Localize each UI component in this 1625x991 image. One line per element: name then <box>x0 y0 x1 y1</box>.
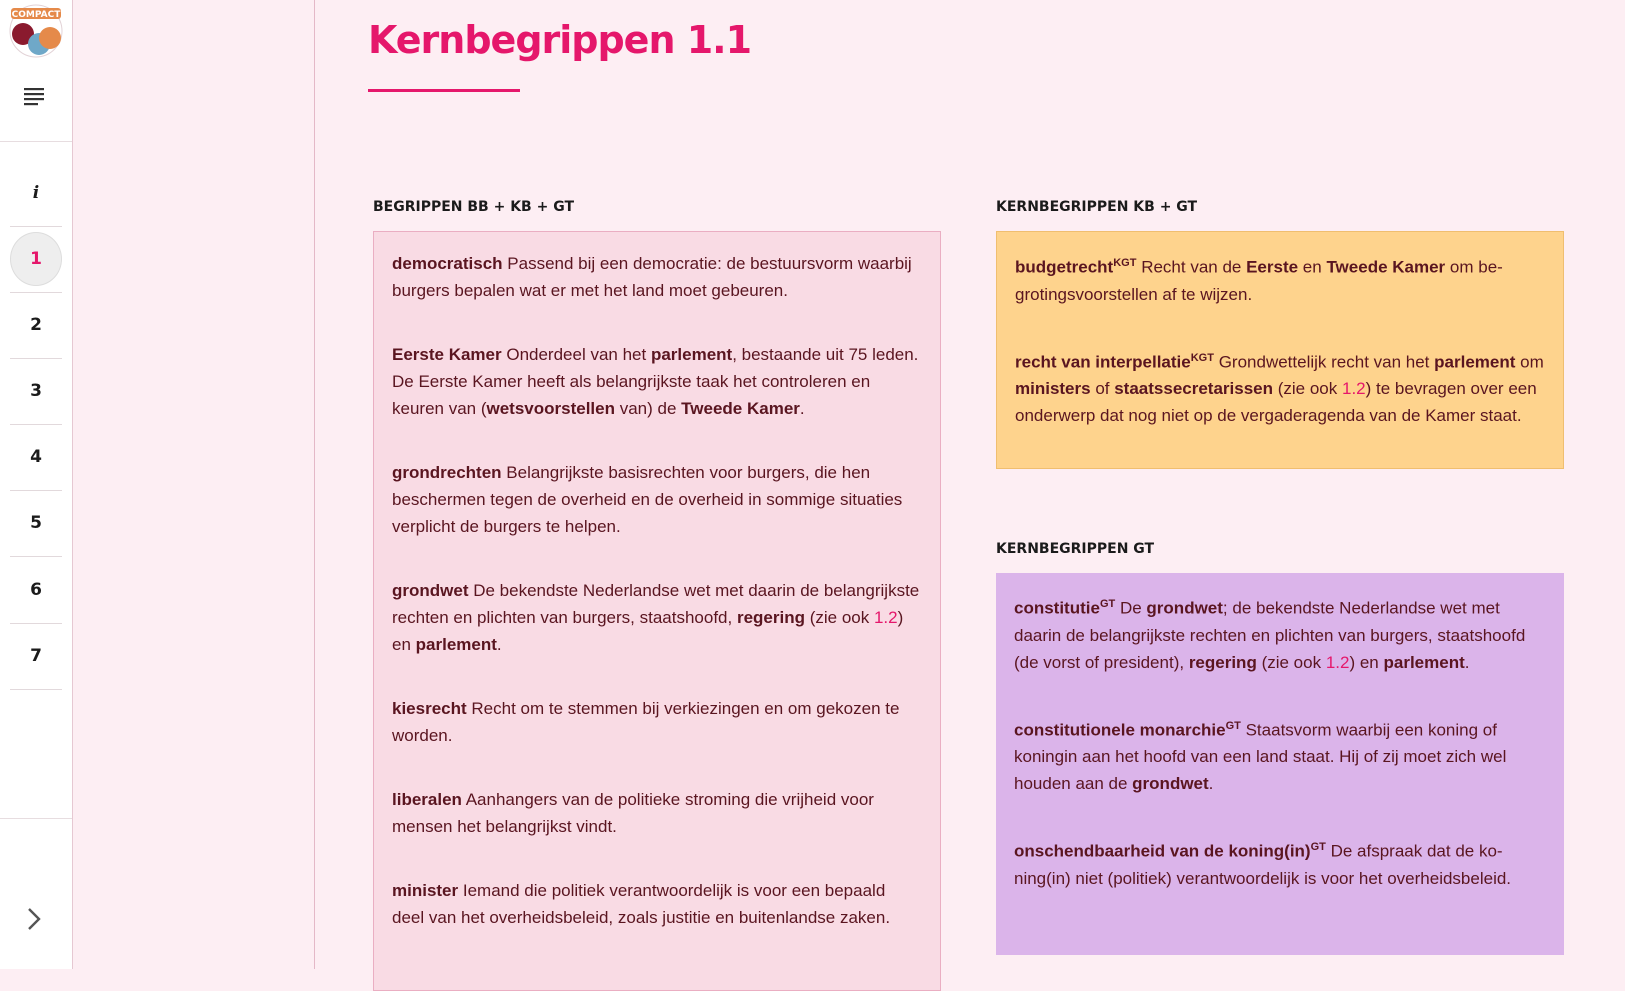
level-badge: KGT <box>1190 351 1214 364</box>
section-heading-kb: KERNBEGRIPPEN KB + GT <box>996 199 1198 215</box>
glossary-term: democratisch <box>392 254 503 273</box>
bold-term: Tweede Kamer <box>1326 257 1446 277</box>
glossary-term: Eerste Kamer <box>392 345 502 364</box>
compact-logo[interactable] <box>9 4 63 58</box>
rail-item-6[interactable] <box>10 557 62 624</box>
definition-text: (zie ook <box>1256 652 1326 672</box>
info-icon: i <box>32 183 40 203</box>
bold-term: regering <box>736 608 805 627</box>
glossary-term: recht van interpellatie <box>1015 352 1191 372</box>
definition-text: en <box>1298 257 1327 277</box>
definition-text: Passend bij een democratie: de bestuursvorm waarbij burgers bepalen wat er met het land moet gebeuren. <box>392 254 912 300</box>
glossary-term: grondrechten <box>392 463 502 482</box>
definition-text: De afspraak dat de koning(in) niet (politiek) verantwoordelijk is voor het overheidsbeleid. <box>1014 841 1512 888</box>
rail-item-4[interactable] <box>10 424 62 491</box>
definition-text: De bekendste Nederlandse wet met daarin de belangrijkste rechten en plichten van burgers, staatshoofd, <box>392 581 920 627</box>
bold-term: Tweede Kamer <box>681 399 800 418</box>
bold-term: wetsvoorstellen <box>486 399 615 418</box>
glossary-entry <box>392 250 922 304</box>
rail-item-label: 1 <box>10 232 62 286</box>
glossary-term: grondwet <box>392 581 469 600</box>
rail-item-label: 7 <box>30 646 42 666</box>
glossary-entry <box>392 577 922 658</box>
definition-text: Aanhangers van de politieke stroming die vrijheid voor mensen het belangrijkst vindt. <box>392 790 874 836</box>
bold-term: grondwet <box>1146 598 1223 618</box>
glossary-entry <box>392 877 922 931</box>
glossary-entry <box>392 695 922 749</box>
section-heading-basic: BEGRIPPEN BB + KB + GT <box>373 199 575 215</box>
rail-divider <box>0 818 72 819</box>
glossary-entry <box>1014 834 1546 892</box>
definition-text: om begrotingsvoorstellen af te wijzen. <box>1015 257 1503 304</box>
menu-icon[interactable] <box>22 84 46 108</box>
glossary-term: kiesrecht <box>392 699 467 718</box>
rail-item-label: 4 <box>30 447 42 467</box>
glossary-entry <box>1015 345 1545 430</box>
section-heading-gt: KERNBEGRIPPEN GT <box>996 541 1155 557</box>
glossary-entry <box>392 341 922 422</box>
definition-text: , bestaande uit 75 leden. De Eerste Kamer heeft als belangrijkste taak het controleren en keuren van ( <box>392 345 919 418</box>
glossary-term: budgetrecht <box>1015 257 1114 277</box>
glossary-term: onschendbaarheid van de koning(in) <box>1014 841 1311 861</box>
reference-link[interactable]: 1.2 <box>1341 379 1366 399</box>
definition-text: Recht om te stemmen bij verkiezingen en om gekozen te worden. <box>392 699 900 745</box>
rail-item-2[interactable] <box>10 292 62 359</box>
definition-text: Onderdeel van het <box>501 345 651 364</box>
definition-text: . <box>1208 774 1214 794</box>
rail-item-7[interactable] <box>10 623 62 690</box>
rail-item-3[interactable] <box>10 358 62 425</box>
page-title: Kernbegrippen 1.1 <box>368 18 752 62</box>
definition-text: ; de bekendste Nederlandse wet met daarin de belangrijkste rechten en plichten van burgers, staatshoofd (de vorst of president), <box>1014 598 1526 672</box>
definition-text: van) de <box>615 399 682 418</box>
glossary-entry <box>1014 591 1546 676</box>
glossary-term: constitutionele monarchie <box>1014 720 1226 740</box>
definition-text: of <box>1090 379 1115 399</box>
definition-text: . <box>1464 652 1470 672</box>
glossary-term: liberalen <box>392 790 462 809</box>
rail-item-label: 2 <box>30 315 42 335</box>
rail-item-label: 6 <box>30 580 42 600</box>
rail-item-1[interactable] <box>10 226 62 293</box>
reference-link[interactable]: 1.2 <box>873 608 898 627</box>
reference-link[interactable]: 1.2 <box>1325 652 1350 672</box>
level-badge: GT <box>1225 719 1241 732</box>
column-divider <box>314 0 315 969</box>
definition-text: ) te bevragen over een onderwerp dat nog niet op de vergaderagenda van de Kamer staat. <box>1015 379 1537 426</box>
bold-term: parlement <box>1383 652 1465 672</box>
bold-term: parlement <box>1434 352 1516 372</box>
definition-text: . <box>496 635 502 654</box>
bold-term: parlement <box>650 345 733 364</box>
level-badge: GT <box>1310 841 1326 854</box>
definition-text: (zie ook <box>804 608 874 627</box>
definition-text: om <box>1515 352 1544 372</box>
glossary-entry <box>1014 713 1546 798</box>
glossary-entry <box>1015 250 1545 308</box>
glossary-box-gt <box>996 573 1564 955</box>
level-badge: KGT <box>1113 257 1137 269</box>
glossary-box-kb <box>996 231 1564 469</box>
chevron-right-icon[interactable] <box>22 905 46 933</box>
bold-term: regering <box>1188 652 1257 672</box>
definition-text: . <box>799 399 805 418</box>
rail-item-label: 5 <box>30 513 42 533</box>
side-rail <box>0 0 73 969</box>
definition-text: ) en <box>392 608 904 654</box>
rail-divider <box>0 141 72 142</box>
rail-item-info[interactable] <box>10 160 62 227</box>
logo-text: COMPACT <box>11 10 61 20</box>
glossary-entry <box>392 786 922 840</box>
definition-text: (zie ook <box>1273 379 1342 399</box>
glossary-box-basic <box>373 231 941 991</box>
bold-term: ministers <box>1015 379 1091 399</box>
bold-term: parlement <box>415 635 497 654</box>
glossary-term: minister <box>392 881 459 900</box>
bold-term: Eerste <box>1246 257 1299 277</box>
definition-text: Staatsvorm waarbij een koning of koningin aan het hoofd van een land staat. Hij of zij moet zich wel houden aan de <box>1014 720 1507 794</box>
bold-term: grondwet <box>1132 774 1209 794</box>
title-underline <box>368 89 520 92</box>
bold-term: staatssecretarissen <box>1114 379 1273 399</box>
rail-item-5[interactable] <box>10 490 62 557</box>
definition-text: De <box>1115 598 1147 618</box>
definition-text: Belangrijkste basisrechten voor burgers, die hen beschermen tegen de overheid en de overheid in sommige situaties verplicht de burgers te helpen. <box>392 463 903 536</box>
glossary-entry <box>392 459 922 540</box>
definition-text: Iemand die politiek verantwoordelijk is voor een bepaald deel van het overheidsbeleid, zoals justitie en buitenlandse zaken. <box>392 881 891 927</box>
rail-item-label: 3 <box>30 381 42 401</box>
glossary-term: constitutie <box>1014 598 1100 618</box>
definition-text: Grondwettelijk recht van het <box>1213 352 1435 372</box>
level-badge: GT <box>1099 598 1116 610</box>
definition-text: ) en <box>1349 652 1384 672</box>
definition-text: Recht van de <box>1136 257 1247 277</box>
